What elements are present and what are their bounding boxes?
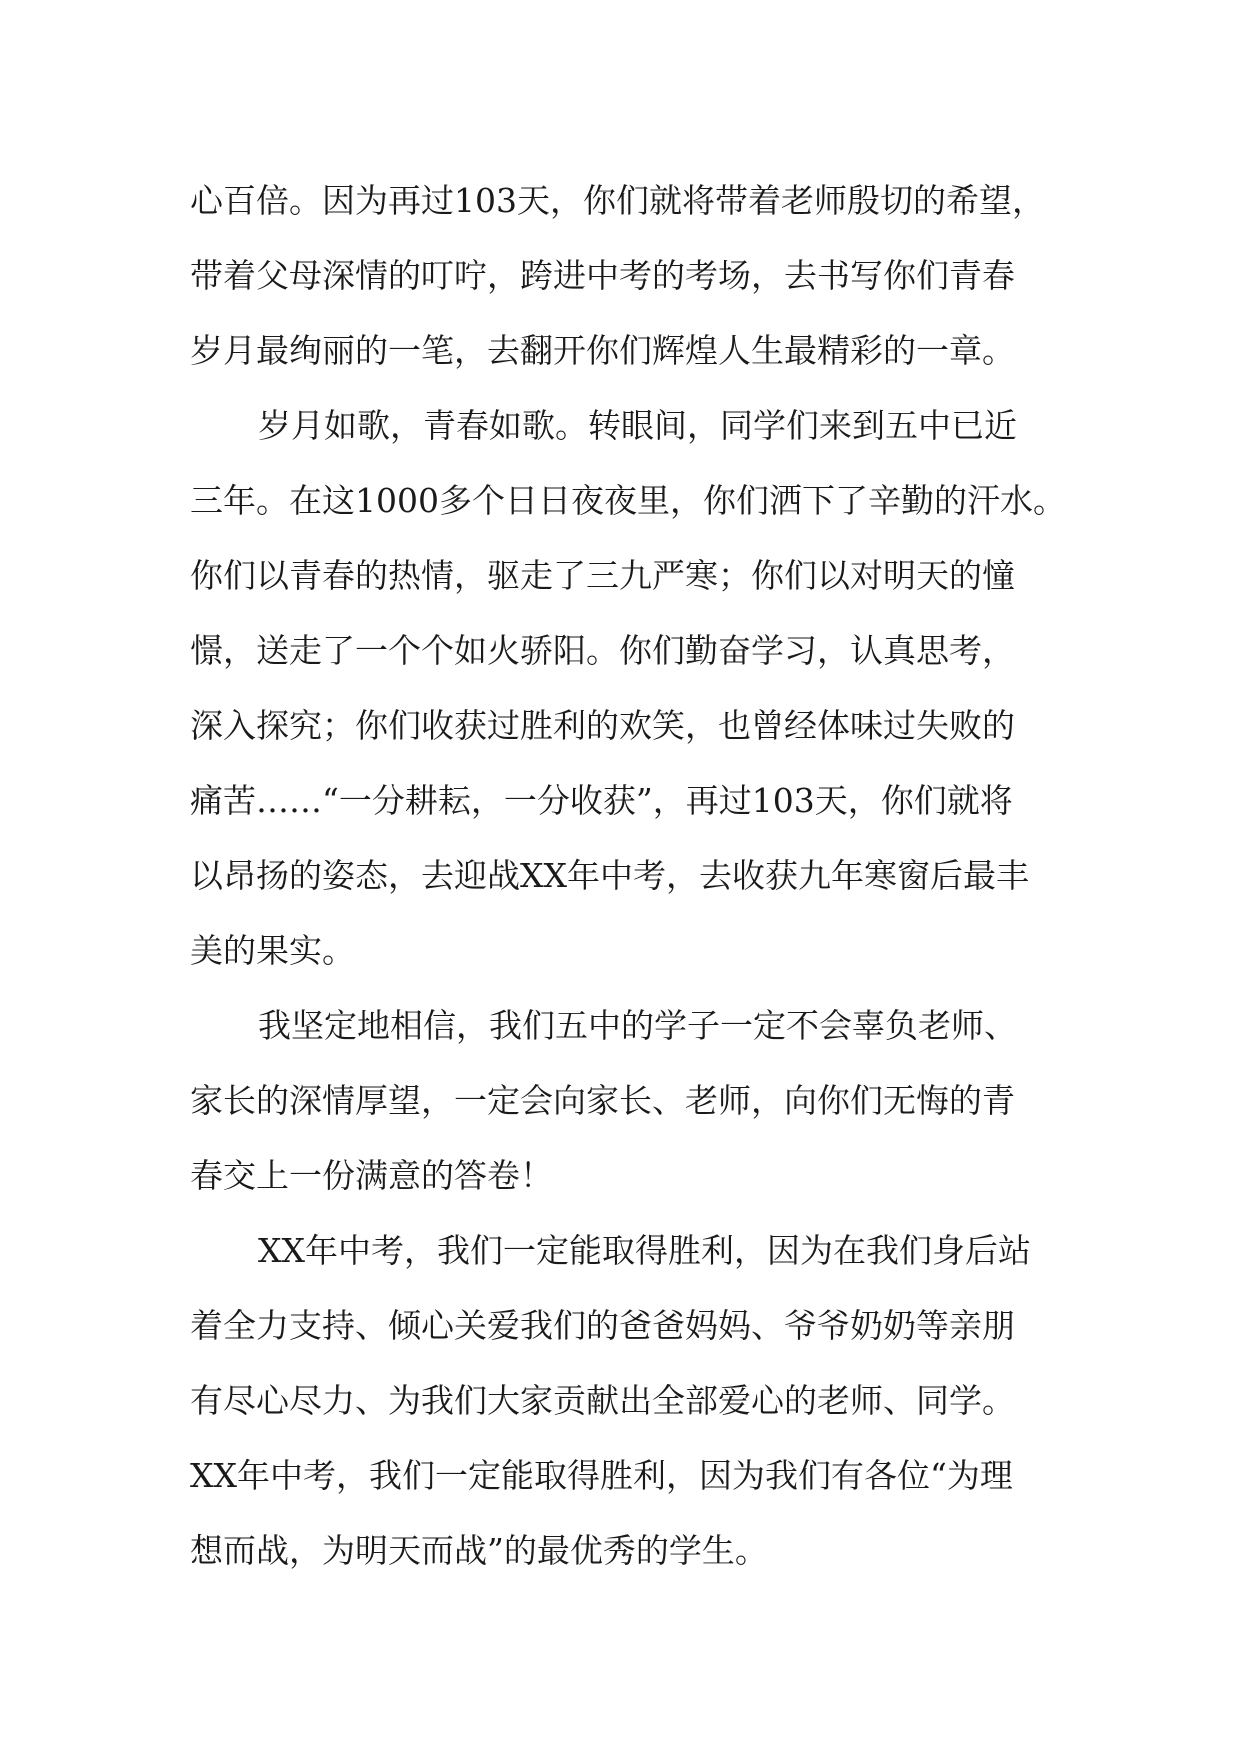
text-line: 以昂扬的姿态，去迎战XX年中考，去收获九年寒窗后最丰 <box>190 856 1029 895</box>
text-line: 带着父母深情的叮咛，跨进中考的考场，去书写你们青春 <box>190 256 1015 295</box>
text-line: XX年中考，我们一定能取得胜利，因为我们有各位“为理 <box>190 1456 1013 1495</box>
text-line: 你们以青春的热情，驱走了三九严寒；你们以对明天的憧 <box>190 556 1015 595</box>
paragraph-start-line: 我坚定地相信，我们五中的学子一定不会辜负老师、 <box>258 1006 1017 1045</box>
text-line: 岁月最绚丽的一笔，去翻开你们辉煌人生最精彩的一章。 <box>190 331 1015 370</box>
paragraph-start-line: 岁月如歌，青春如歌。转眼间，同学们来到五中已近 <box>258 406 1017 445</box>
body-text <box>190 163 1070 1588</box>
text-line: 有尽心尽力、为我们大家贡献出全部爱心的老师、同学。 <box>190 1381 1015 1420</box>
text-line: 心百倍。因为再过103天，你们就将带着老师殷切的希望， <box>190 181 1045 220</box>
text-line: 春交上一份满意的答卷！ <box>190 1156 553 1195</box>
paragraph-start-line: XX年中考，我们一定能取得胜利，因为在我们身后站 <box>258 1231 1031 1270</box>
text-line: 痛苦……“一分耕耘，一分收获”，再过103天，你们就将 <box>190 781 1013 820</box>
text-line: 着全力支持、倾心关爱我们的爸爸妈妈、爷爷奶奶等亲朋 <box>190 1306 1015 1345</box>
text-line: 美的果实。 <box>190 931 355 970</box>
text-line: 想而战，为明天而战”的最优秀的学生。 <box>190 1531 768 1570</box>
text-line: 家长的深情厚望，一定会向家长、老师，向你们无悔的青 <box>190 1081 1015 1120</box>
text-line: 深入探究；你们收获过胜利的欢笑，也曾经体味过失败的 <box>190 706 1015 745</box>
text-line: 憬，送走了一个个如火骄阳。你们勤奋学习，认真思考， <box>190 631 1015 670</box>
text-line: 三年。在这1000多个日日夜夜里，你们洒下了辛勤的汗水。 <box>190 481 1066 520</box>
